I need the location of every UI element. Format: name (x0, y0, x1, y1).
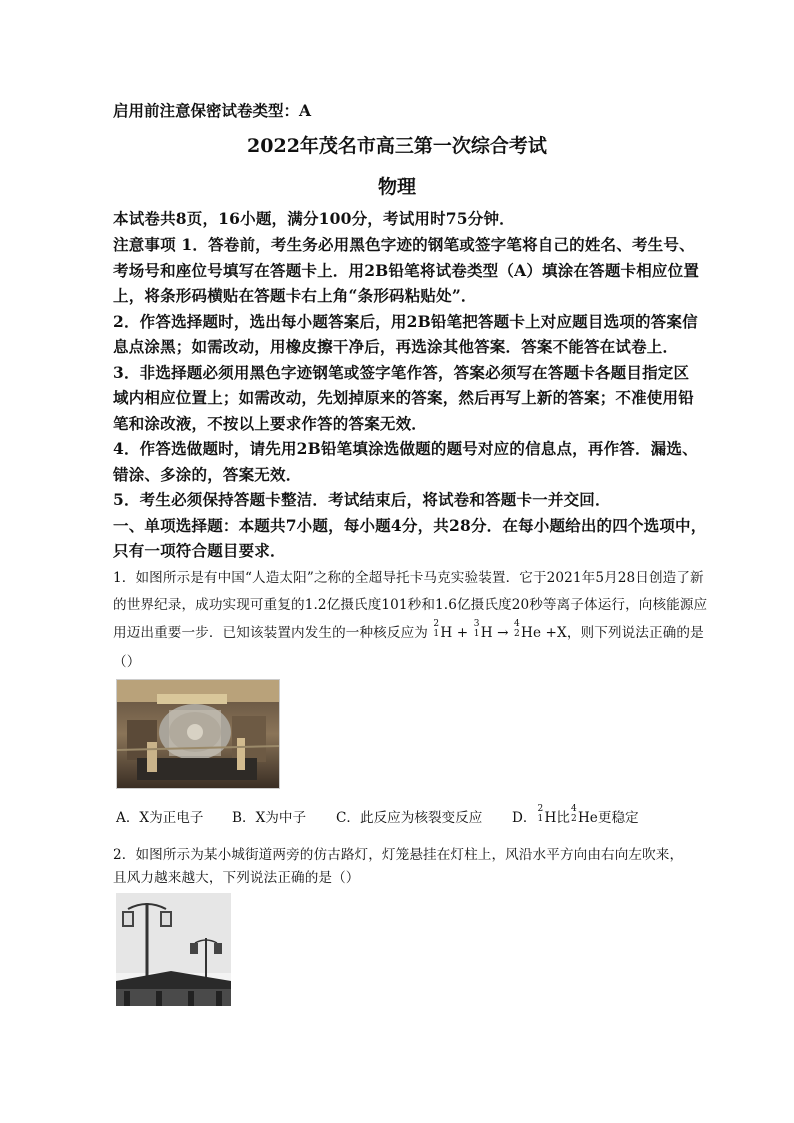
instruction-line: 笔和涂改液，不按以上要求作答的答案无效． (113, 414, 428, 433)
option-c: C．此反应为核裂变反应 (336, 810, 483, 826)
option-a: A．X为正电子 (116, 810, 204, 826)
question-1-line: 1．如图所示是有中国“人造太阳”之称的全超导托卡马克实验装置．它于2021年5月28日创造了新 (113, 570, 704, 586)
subject-title: 物理 (377, 176, 416, 198)
instruction-line: 错涂、多涂的，答案无效． (113, 465, 302, 484)
instruction-line: 3．非选择题必须用黑色字迹钢笔或签字笔作答，答案必须写在答题卡各题目指定区 (113, 363, 690, 382)
tokamak-image (117, 680, 279, 788)
instruction-line: 考场号和座位号填写在答题卡上．用2B铅笔将试卷类型（A）填涂在答题卡相应位置 (113, 261, 700, 280)
confidential-note: 启用前注意保密试卷类型：A (113, 101, 312, 120)
instruction-line: 2．作答选择题时，选出每小题答案后，用2B铅笔把答题卡上对应题目选项的答案信 (113, 312, 698, 331)
exam-title: 2022年茂名市高三第一次综合考试 (247, 135, 547, 157)
question-2-line: 2．如图所示为某小城街道两旁的仿古路灯，灯笼悬挂在灯柱上，风沿水平方向由右向左吹来， (113, 847, 684, 863)
section-heading: 只有一项符合题目要求． (113, 541, 286, 560)
section-heading: 一、单项选择题：本题共7小题，每小题4分，共28分．在每小题给出的四个选项中， (113, 516, 707, 535)
question-2-line: 且风力越来越大，下列说法正确的是（） (113, 870, 360, 886)
instruction-line: 4．作答选做题时，请先用2B铅笔填涂选做题的题号对应的信息点，再作答．漏选、 (113, 439, 698, 458)
instruction-line: 息点涂黑；如需改动，用橡皮擦干净后，再选涂其他答案．答案不能答在试卷上． (113, 337, 679, 356)
street-lamp-photo (116, 893, 231, 1006)
instruction-line: 上，将条形码横贴在答题卡右上角“条形码粘贴处”． (113, 286, 477, 305)
street-lamp-image (116, 893, 231, 1006)
mass-number: 2 1 (433, 619, 440, 639)
tokamak-photo (116, 679, 280, 789)
instruction-line: 5．考生必须保持答题卡整洁．考试结束后，将试卷和答题卡一并交回． (113, 490, 611, 509)
option-b: B．X为中子 (232, 810, 307, 826)
answer-bracket: （） (113, 654, 141, 670)
instruction-line: 本试卷共8页，16小题，满分100分，考试用时75分钟． (113, 209, 515, 228)
question-1-line: 的世界纪录，成功实现可重复的1.2亿摄氏度101秒和1.6亿摄氏度20秒等离子体运行，向核能源应 (113, 597, 708, 613)
question-1-equation-line: 用迈出重要一步．已知该装置内发生的一种核反应为 2 1 H + 3 1 H → 4 2 He +X，则下列说法正确的是 (113, 619, 704, 641)
option-d: D． 2 1 H比 4 2 He更稳定 (512, 804, 639, 826)
reaction-arrow: → (497, 625, 509, 641)
instruction-line: 域内相应位置上；如需改动，先划掉原来的答案，然后再写上新的答案；不准使用铅 (113, 388, 694, 407)
instruction-line: 注意事项 1．答卷前，考生务必用黑色字迹的钢笔或签字笔将自己的姓名、考生号、 (113, 235, 695, 254)
